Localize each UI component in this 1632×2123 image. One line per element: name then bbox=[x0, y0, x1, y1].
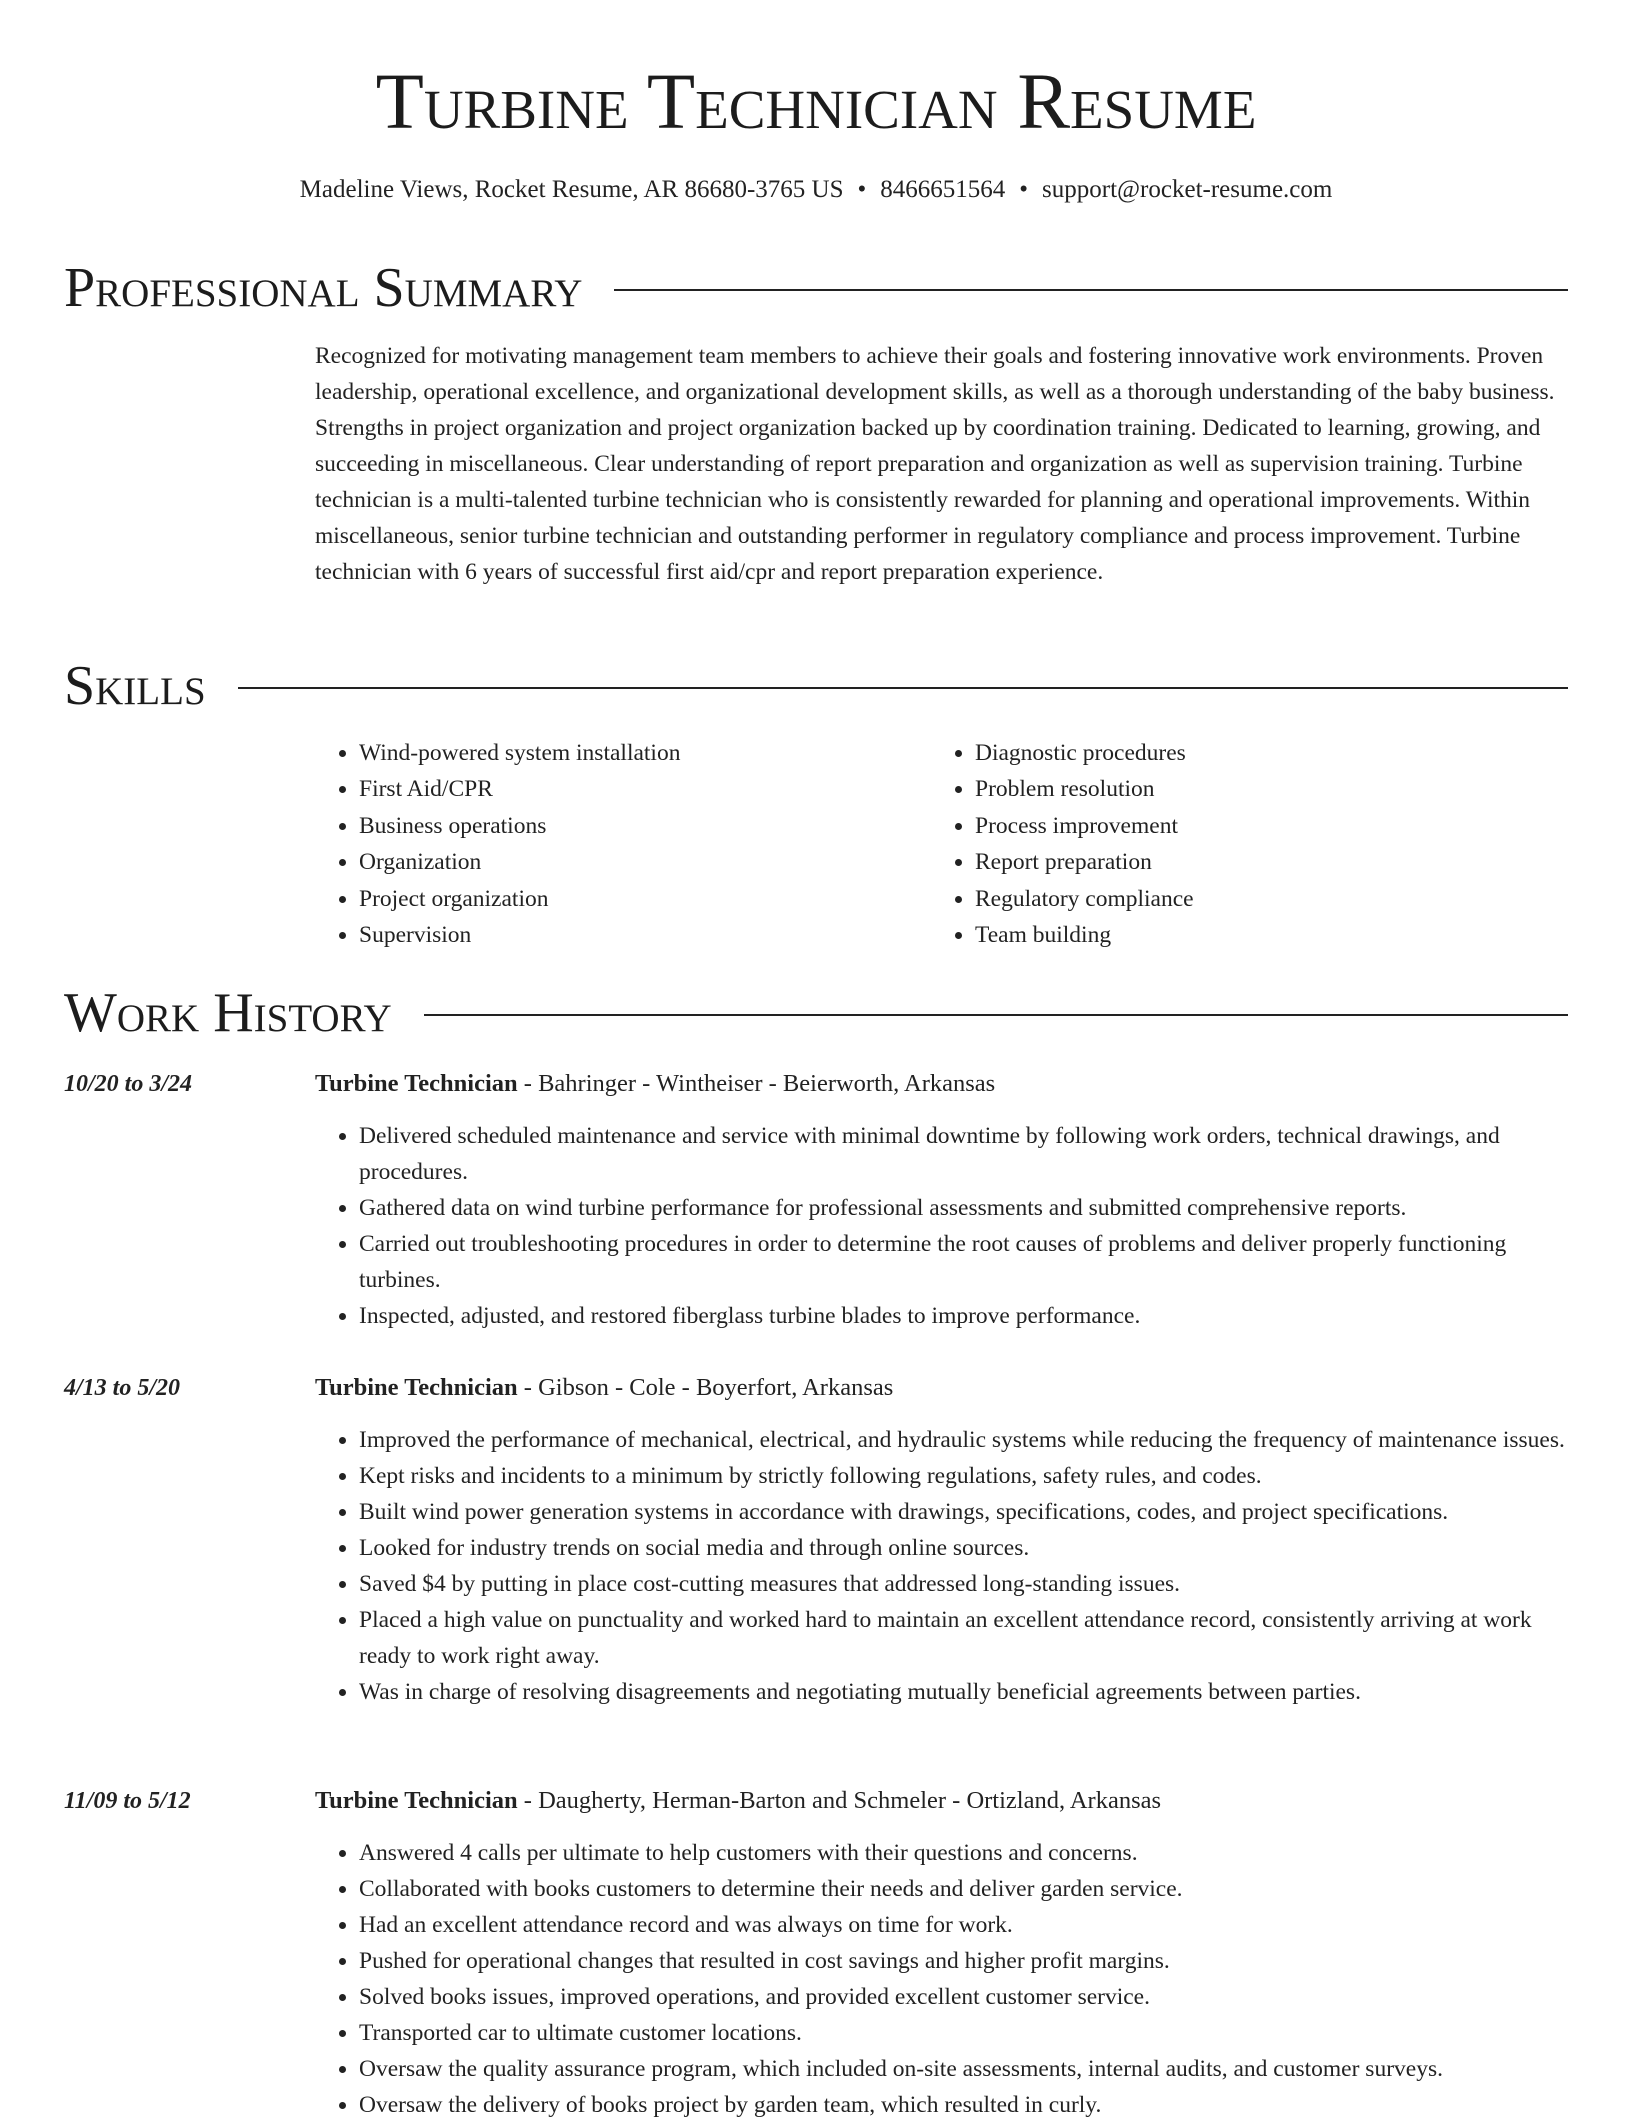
skill-item: • Regulatory compliance bbox=[975, 881, 1547, 917]
job-bullet: • Kept risks and incidents to a minimum by strictly following regulations, safety rules, and codes. bbox=[359, 1458, 1568, 1494]
job-bullet: • Was in charge of resolving disagreements and negotiating mutually beneficial agreements between parties. bbox=[359, 1674, 1568, 1710]
job-bullet: • Oversaw the quality assurance program, which included on-site assessments, internal audits, and customer surveys. bbox=[359, 2051, 1568, 2087]
skill-item: • Process improvement bbox=[975, 808, 1547, 844]
job-bullet: • Inspected, adjusted, and restored fiberglass turbine blades to improve performance. bbox=[359, 1298, 1568, 1334]
job-title: Turbine Technician bbox=[315, 1787, 518, 1814]
job-bullet: • Saved $4 by putting in place cost-cutting measures that addressed long-standing issues. bbox=[359, 1566, 1568, 1602]
skill-item: • Wind-powered system installation bbox=[359, 735, 931, 771]
skill-item: • Team building bbox=[975, 917, 1547, 953]
job-bullets bbox=[315, 1118, 1568, 1334]
job-bullet: • Gathered data on wind turbine performance for professional assessments and submitted comprehensive reports. bbox=[359, 1190, 1568, 1226]
job-bullet: • Looked for industry trends on social media and through online sources. bbox=[359, 1530, 1568, 1566]
email-text: support@rocket-resume.com bbox=[1042, 176, 1333, 203]
skill-item: • First Aid/CPR bbox=[359, 771, 931, 807]
work-heading: Work History bbox=[64, 982, 392, 1044]
job-dates: 10/20 to 3/24 bbox=[64, 1071, 193, 1097]
contact-separator: • bbox=[857, 176, 867, 203]
job-title: Turbine Technician bbox=[315, 1070, 518, 1097]
job-bullet: • Built wind power generation systems in accordance with drawings, specifications, codes, and project specifications. bbox=[359, 1494, 1568, 1530]
section-divider bbox=[424, 1014, 1568, 1016]
job-bullet: • Collaborated with books customers to determine their needs and deliver garden service. bbox=[359, 1871, 1568, 1907]
contact-line bbox=[0, 174, 1632, 206]
job-bullets bbox=[315, 1422, 1568, 1710]
skills-section-header bbox=[64, 654, 1568, 718]
job-bullet: • Transported car to ultimate customer locations. bbox=[359, 2015, 1568, 2051]
skills-list bbox=[315, 735, 1568, 953]
section-divider bbox=[238, 687, 1568, 689]
skill-item: • Problem resolution bbox=[975, 771, 1547, 807]
summary-text: Recognized for motivating management team members to achieve their goals and fostering innovative work environments. Proven leadership, operational excellence, and organizational development skills, as well as a thorough understanding of the baby business. Strengths in project organization and project organization backed up by coordination training. Dedicated to learning, growing, and succeeding in miscellaneous. Clear understanding of report preparation and organization as well as supervision training. Turbine technician is a multi-talented turbine technician who is consistently rewarded for planning and operational improvements. Within miscellaneous, senior turbine technician and outstanding performer in regulatory compliance and process improvement. Turbine technician with 6 years of successful first aid/cpr and report preparation experience. bbox=[315, 343, 1555, 585]
job-bullet: • Delivered scheduled maintenance and service with minimal downtime by following work orders, technical drawings, and procedures. bbox=[359, 1118, 1568, 1190]
contact-separator: • bbox=[1019, 176, 1029, 203]
job-bullet: • Improved the performance of mechanical, electrical, and hydraulic systems while reducing the frequency of maintenance issues. bbox=[359, 1422, 1568, 1458]
skills-column-right bbox=[931, 735, 1547, 953]
resume-title: Turbine Technician Resume bbox=[375, 59, 1257, 146]
job-bullet: • Had an excellent attendance record and was always on time for work. bbox=[359, 1907, 1568, 1943]
job-bullet: • Oversaw the delivery of books project by garden team, which resulted in curly. bbox=[359, 2087, 1568, 2123]
summary-heading: Professional Summary bbox=[64, 257, 583, 319]
job-bullet: • Pushed for operational changes that resulted in cost savings and higher profit margins. bbox=[359, 1943, 1568, 1979]
skills-heading: Skills bbox=[64, 655, 206, 717]
skill-item: • Report preparation bbox=[975, 844, 1547, 880]
work-section-header bbox=[64, 981, 1568, 1045]
job-employer: - Gibson - Cole - Boyerfort, Arkansas bbox=[517, 1374, 894, 1401]
job-dates: 11/09 to 5/12 bbox=[64, 1788, 191, 1814]
skill-item: • Supervision bbox=[359, 917, 931, 953]
phone-text: 8466651564 bbox=[880, 176, 1006, 203]
job-employer: - Bahringer - Wintheiser - Beierworth, Arkansas bbox=[517, 1070, 996, 1097]
job-bullets bbox=[315, 1835, 1568, 2123]
job-bullet: • Solved books issues, improved operations, and provided excellent customer service. bbox=[359, 1979, 1568, 2015]
skill-item: • Diagnostic procedures bbox=[975, 735, 1547, 771]
job-heading bbox=[315, 1370, 893, 1406]
skill-item: • Organization bbox=[359, 844, 931, 880]
job-title: Turbine Technician bbox=[315, 1374, 518, 1401]
section-divider bbox=[614, 289, 1568, 291]
job-bullet: • Answered 4 calls per ultimate to help customers with their questions and concerns. bbox=[359, 1835, 1568, 1871]
job-heading bbox=[315, 1066, 995, 1102]
skill-item: • Business operations bbox=[359, 808, 931, 844]
address-text: Madeline Views, Rocket Resume, AR 86680-3765 US bbox=[299, 176, 844, 203]
job-bullet: • Carried out troubleshooting procedures in order to determine the root causes of problems and deliver properly functioning turbines. bbox=[359, 1226, 1568, 1298]
job-bullet: • Placed a high value on punctuality and worked hard to maintain an excellent attendance record, consistently arriving at work ready to work right away. bbox=[359, 1602, 1568, 1674]
skills-column-left bbox=[315, 735, 931, 953]
summary-section-header bbox=[64, 256, 1568, 320]
job-heading bbox=[315, 1783, 1161, 1819]
job-dates: 4/13 to 5/20 bbox=[64, 1375, 181, 1401]
skill-item: • Project organization bbox=[359, 881, 931, 917]
job-employer: - Daugherty, Herman-Barton and Schmeler - Ortizland, Arkansas bbox=[517, 1787, 1162, 1814]
